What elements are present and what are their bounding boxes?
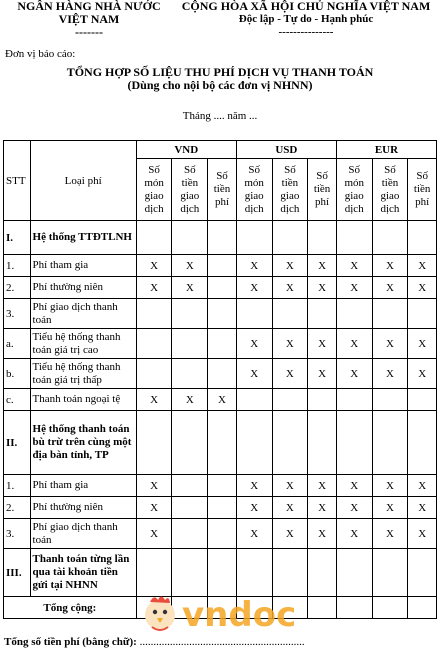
table-row <box>4 497 437 519</box>
row-mark-cell <box>236 389 272 411</box>
row-mark-cell: X <box>308 497 337 519</box>
table-row <box>4 411 437 475</box>
row-mark-cell: X <box>236 475 272 497</box>
row-mark-cell: X <box>408 497 437 519</box>
row-mark-cell: X <box>408 359 437 389</box>
row-mark-cell: X <box>372 277 408 299</box>
row-mark-cell: X <box>272 255 308 277</box>
row-mark-cell <box>308 549 337 597</box>
table-row <box>4 255 437 277</box>
row-mark-cell: X <box>236 255 272 277</box>
table-row <box>4 221 437 255</box>
row-mark-cell <box>136 221 172 255</box>
row-mark-cell <box>208 519 237 549</box>
row-mark-cell <box>408 549 437 597</box>
row-mark-cell: X <box>136 389 172 411</box>
row-mark-cell: X <box>408 519 437 549</box>
row-mark-cell <box>172 221 208 255</box>
row-mark-cell <box>272 221 308 255</box>
row-mark-cell: X <box>236 277 272 299</box>
report-title-line1: TỔNG HỢP SỐ LIỆU THU PHÍ DỊCH VỤ THANH TOÁN <box>66 65 374 79</box>
total-in-words-label: Tổng số tiền phí (bằng chữ): <box>4 636 137 648</box>
row-mark-cell <box>172 299 208 329</box>
row-mark-cell <box>236 221 272 255</box>
report-title <box>0 66 440 92</box>
row-stt: 3. <box>4 299 31 329</box>
row-fee-name: Tiểu hệ thống thanh toán giá trị cao <box>30 329 136 359</box>
row-mark-cell <box>136 299 172 329</box>
row-mark-cell: X <box>408 329 437 359</box>
row-fee-name: Phí tham gia <box>30 475 136 497</box>
row-stt: 1. <box>4 255 31 277</box>
row-mark-cell <box>372 549 408 597</box>
row-mark-cell <box>136 329 172 359</box>
row-mark-cell <box>336 411 372 475</box>
row-mark-cell <box>308 389 337 411</box>
row-stt: 3. <box>4 519 31 549</box>
row-mark-cell <box>208 497 237 519</box>
row-mark-cell <box>208 475 237 497</box>
row-mark-cell: X <box>408 475 437 497</box>
row-mark-cell: X <box>272 497 308 519</box>
row-stt: 2. <box>4 277 31 299</box>
row-mark-cell: X <box>372 255 408 277</box>
row-mark-cell <box>308 221 337 255</box>
row-mark-cell <box>308 411 337 475</box>
row-mark-cell <box>172 411 208 475</box>
row-mark-cell: X <box>336 255 372 277</box>
row-mark-cell: X <box>208 389 237 411</box>
row-mark-cell: X <box>236 519 272 549</box>
row-fee-name: Phí giao dịch thanh toán <box>30 519 136 549</box>
row-mark-cell <box>208 277 237 299</box>
agency-block <box>4 0 174 39</box>
row-fee-name: Phí thường niên <box>30 497 136 519</box>
row-stt: b. <box>4 359 31 389</box>
row-mark-cell <box>172 475 208 497</box>
row-stt: 1. <box>4 475 31 497</box>
row-mark-cell: X <box>136 255 172 277</box>
row-mark-cell: X <box>336 475 372 497</box>
row-mark-cell <box>408 411 437 475</box>
row-mark-cell: X <box>336 277 372 299</box>
row-mark-cell <box>236 411 272 475</box>
motto: Độc lập - Tự do - Hạnh phúc <box>238 13 374 25</box>
row-mark-cell: X <box>136 475 172 497</box>
row-mark-cell <box>336 221 372 255</box>
row-mark-cell <box>236 299 272 329</box>
row-mark-cell: X <box>172 389 208 411</box>
row-mark-cell <box>136 359 172 389</box>
subheader-eur-0: Số món giao dịch <box>336 159 372 221</box>
subheader-vnd-1: Số tiền giao dịch <box>172 159 208 221</box>
row-fee-name: Phí giao dịch thanh toán <box>30 299 136 329</box>
row-mark-cell: X <box>236 497 272 519</box>
row-mark-cell: X <box>336 329 372 359</box>
row-mark-cell: X <box>236 329 272 359</box>
row-fee-name: Thanh toán ngoại tệ <box>30 389 136 411</box>
row-mark-cell: X <box>308 359 337 389</box>
row-mark-cell: X <box>136 277 172 299</box>
row-mark-cell: X <box>372 519 408 549</box>
national-motto-block <box>175 0 437 39</box>
row-mark-cell <box>172 497 208 519</box>
row-mark-cell <box>208 411 237 475</box>
table-row <box>4 329 437 359</box>
row-mark-cell <box>408 389 437 411</box>
row-mark-cell: X <box>272 277 308 299</box>
row-mark-cell <box>208 329 237 359</box>
agency-divider: ------- <box>75 25 103 39</box>
row-mark-cell <box>272 299 308 329</box>
row-mark-cell <box>408 299 437 329</box>
total-in-words-blank: ............................................................ <box>139 636 305 648</box>
row-mark-cell: X <box>336 359 372 389</box>
row-mark-cell: X <box>336 519 372 549</box>
table-row <box>4 277 437 299</box>
vndoc-watermark-logo <box>140 588 310 638</box>
subheader-eur-2: Số tiền phí <box>408 159 437 221</box>
currency-header-eur: EUR <box>336 141 436 159</box>
row-stt: III. <box>4 549 31 597</box>
subheader-usd-2: Số tiền phí <box>308 159 337 221</box>
total-in-words <box>4 636 305 648</box>
row-mark-cell: X <box>408 255 437 277</box>
report-title-line2: (Dùng cho nội bộ các đơn vị NHNN) <box>127 78 313 92</box>
row-stt: 2. <box>4 497 31 519</box>
currency-header-vnd: VND <box>136 141 236 159</box>
row-mark-cell: X <box>136 497 172 519</box>
row-mark-cell: X <box>272 519 308 549</box>
row-mark-cell: X <box>308 519 337 549</box>
watermark-text: vndoc <box>182 595 297 635</box>
row-mark-cell: X <box>372 475 408 497</box>
currency-header-usd: USD <box>236 141 336 159</box>
row-mark-cell <box>308 299 337 329</box>
row-mark-cell: X <box>172 277 208 299</box>
row-mark-cell <box>208 255 237 277</box>
row-mark-cell <box>172 329 208 359</box>
row-stt: a. <box>4 329 31 359</box>
country-name: CỘNG HÒA XÃ HỘI CHỦ NGHĨA VIỆT NAM <box>181 0 431 13</box>
row-mark-cell <box>272 389 308 411</box>
row-mark-cell <box>272 411 308 475</box>
table-row <box>4 475 437 497</box>
row-mark-cell <box>336 549 372 597</box>
row-mark-cell: X <box>308 329 337 359</box>
row-fee-name: Phí tham gia <box>30 255 136 277</box>
row-mark-cell <box>208 359 237 389</box>
row-mark-cell <box>336 299 372 329</box>
row-mark-cell: X <box>308 475 337 497</box>
table-row <box>4 299 437 329</box>
subheader-eur-1: Số tiền giao dịch <box>372 159 408 221</box>
row-mark-cell: X <box>236 359 272 389</box>
row-mark-cell: X <box>136 519 172 549</box>
row-fee-name: Thanh toán từng lần qua tài khoản tiền gửi tại NHNN <box>30 549 136 597</box>
row-mark-cell: X <box>172 255 208 277</box>
row-mark-cell: X <box>372 497 408 519</box>
row-mark-cell: X <box>308 255 337 277</box>
row-mark-cell: X <box>372 329 408 359</box>
row-fee-name: Tiểu hệ thống thanh toán giá trị thấp <box>30 359 136 389</box>
reporting-unit-label: Đơn vị báo cáo: <box>5 48 76 60</box>
row-mark-cell <box>208 221 237 255</box>
row-mark-cell <box>372 411 408 475</box>
rooster-mascot-icon <box>145 597 175 631</box>
row-mark-cell <box>136 411 172 475</box>
stt-header: STT <box>4 141 31 221</box>
row-mark-cell <box>172 519 208 549</box>
agency-name-line2: VIỆT NAM <box>58 12 120 26</box>
motto-divider: --------------- <box>278 26 334 38</box>
row-mark-cell <box>208 299 237 329</box>
row-mark-cell: X <box>408 277 437 299</box>
row-stt: II. <box>4 411 31 475</box>
row-stt: I. <box>4 221 31 255</box>
fee-summary-table <box>3 140 437 619</box>
row-fee-name: Hệ thống TTĐTLNH <box>30 221 136 255</box>
table-row <box>4 389 437 411</box>
subheader-usd-0: Số món giao dịch <box>236 159 272 221</box>
document-header <box>0 0 440 44</box>
row-mark-cell: X <box>272 359 308 389</box>
row-stt: c. <box>4 389 31 411</box>
table-row <box>4 519 437 549</box>
row-mark-cell <box>172 359 208 389</box>
report-period: Tháng .... năm ... <box>182 110 258 122</box>
row-mark-cell <box>408 221 437 255</box>
row-mark-cell: X <box>272 475 308 497</box>
row-mark-cell: X <box>272 329 308 359</box>
agency-name-line1: NGÂN HÀNG NHÀ NƯỚC <box>17 0 161 13</box>
row-mark-cell <box>372 299 408 329</box>
row-fee-name: Hệ thống thanh toán bù trừ trên cùng một địa bàn tỉnh, TP <box>30 411 136 475</box>
row-mark-cell: X <box>336 497 372 519</box>
fee-type-header: Loại phí <box>30 141 136 221</box>
subheader-usd-1: Số tiền giao dịch <box>272 159 308 221</box>
row-mark-cell <box>336 389 372 411</box>
row-mark-cell <box>372 221 408 255</box>
table-row <box>4 359 437 389</box>
row-mark-cell: X <box>372 359 408 389</box>
row-fee-name: Phí thường niên <box>30 277 136 299</box>
subheader-vnd-2: Số tiền phí <box>208 159 237 221</box>
currency-header-row <box>4 141 437 159</box>
row-mark-cell: X <box>308 277 337 299</box>
total-label: Tổng cộng: <box>4 597 137 619</box>
subheader-vnd-0: Số món giao dịch <box>136 159 172 221</box>
row-mark-cell <box>372 389 408 411</box>
